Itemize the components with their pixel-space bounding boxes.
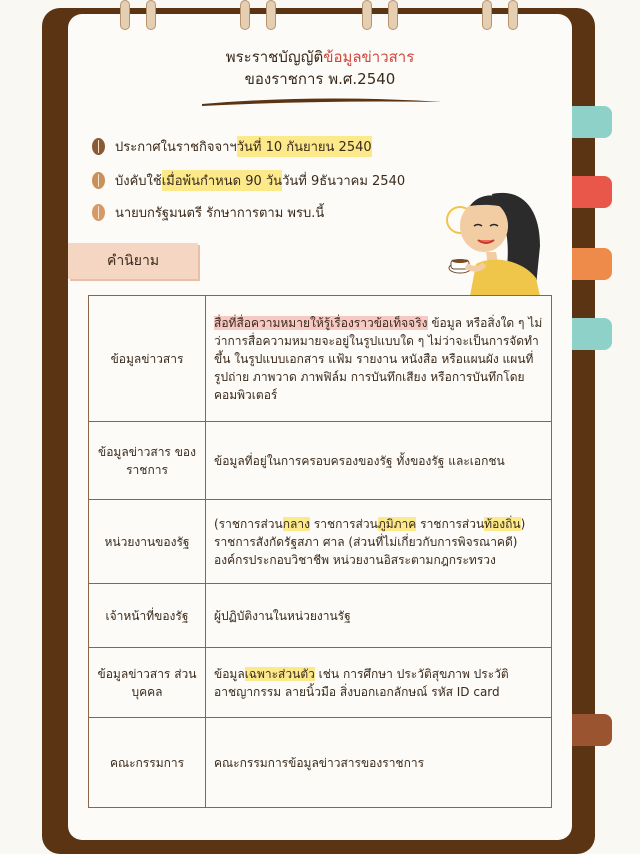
title-highlight: ข้อมูลข่าวสาร (323, 48, 415, 66)
definition-text: เช่น การศึกษา ประวัติสุขภาพ ประวัติอาชญากรรม ลายนิ้วมือ สิ่งบอกเอกลักษณ์ รหัส ID card (214, 666, 509, 699)
binder-ring (482, 0, 492, 30)
definition-text: ราชการส่วน (416, 516, 485, 531)
bullet-highlight: วันที่ 10 กันยายน 2540 (237, 136, 372, 157)
index-tab-teal[interactable] (572, 106, 612, 138)
coffee-bean-icon (92, 172, 105, 189)
table-row (89, 422, 552, 500)
table-row (89, 718, 552, 808)
binder-ring (388, 0, 398, 30)
binder-ring (362, 0, 372, 30)
definition-highlight: ท้องถิ่น (484, 516, 521, 531)
term-cell: ข้อมูลข่าวสาร (89, 296, 206, 422)
title-underline (200, 96, 444, 108)
definitions-table (88, 295, 552, 808)
info-bullet-1 (92, 136, 372, 157)
definition-line: องค์กรประกอบวิชาชีพ หน่วยงานอิสระตามกฎกระทรวง (214, 552, 496, 567)
bullet-highlight: เมื่อพ้นกำหนด 90 วัน (162, 170, 282, 191)
definition-cell: คณะกรรมการข้อมูลข่าวสารของราชการ (206, 718, 552, 808)
definition-cell (206, 648, 552, 718)
table-row (89, 584, 552, 648)
index-tab-orange[interactable] (572, 248, 612, 280)
bullet-text: ประกาศในราชกิจจาฯ (115, 140, 237, 155)
definition-text: ) (520, 516, 526, 531)
index-tab-brown[interactable] (572, 714, 612, 746)
definition-cell: ผู้ปฏิบัติงานในหน่วยงานรัฐ (206, 584, 552, 648)
binder-ring (240, 0, 250, 30)
title-line2: ของราชการ พ.ศ.2540 (244, 70, 396, 88)
info-bullet-2 (92, 170, 405, 191)
definitions-heading: คำนิยาม (68, 243, 198, 279)
term-cell: คณะกรรมการ (89, 718, 206, 808)
table-row (89, 648, 552, 718)
info-bullet-3 (92, 202, 324, 223)
title-prefix: พระราชบัญญัติ (225, 48, 324, 66)
definition-line (214, 515, 543, 533)
definition-cell: ข้อมูลที่อยู่ในการครอบครองของรัฐ ทั้งของรัฐ และเอกชน (206, 422, 552, 500)
term-cell: ข้อมูลข่าวสาร ส่วนบุคคล (89, 648, 206, 718)
definition-text: ราชการส่วน (309, 516, 378, 531)
term-cell: ข้อมูลข่าวสาร ของราชการ (89, 422, 206, 500)
definition-line: ราชการสังกัดรัฐสภา ศาล (ส่วนที่ไม่เกี่ยวกับการพิจรณาคดี) (214, 534, 518, 549)
definition-highlight: สื่อที่สื่อความหมายให้รู้เรื่องราวข้อเท็จจริง (214, 315, 428, 330)
definition-highlight: กลาง (282, 516, 310, 531)
bullet-text: นายบกรัฐมนตรี รักษาการตาม พรบ.นี้ (115, 206, 325, 221)
definition-cell (206, 296, 552, 422)
definition-text: ข้อมูล หรือสิ่งใด ๆ ไม่ว่าการสื่อความหมายจะอยู่ในรูปแบบใด ๆ ไม่ว่าจะเป็นการจัดทำขึ้น ในรูปแบบเอกสาร แฟ้ม รายงาน หนังสือ หรือแผนผัง แผนที่ รูปถ่าย ภาพวาด ภาพฟิล์ม การบันทึกเสียง หรือการบันทึกโดยคอมพิวเตอร์ (214, 315, 543, 402)
bullet-text: บังคับใช้ (115, 174, 162, 189)
coffee-bean-icon (92, 204, 105, 221)
woman-drinking-coffee-illustration (440, 186, 550, 296)
table-row (89, 500, 552, 584)
bullet-suffix: วันที่ 9ธันวาคม 2540 (282, 174, 406, 189)
binder-ring (146, 0, 156, 30)
term-cell: เจ้าหน้าที่ของรัฐ (89, 584, 206, 648)
definition-highlight: เฉพาะส่วนตัว (244, 666, 315, 681)
index-tab-red[interactable] (572, 176, 612, 208)
index-tab-teal-2[interactable] (572, 318, 612, 350)
definition-highlight: ภูมิภาค (377, 516, 417, 531)
page-title (0, 46, 640, 90)
term-cell: หน่วยงานของรัฐ (89, 500, 206, 584)
definition-text: (ราชการส่วน (214, 516, 283, 531)
coffee-bean-icon (92, 138, 105, 155)
binder-ring (508, 0, 518, 30)
definition-text: ข้อมูล (214, 666, 245, 681)
definition-cell (206, 500, 552, 584)
binder-ring (266, 0, 276, 30)
table-row (89, 296, 552, 422)
binder-ring (120, 0, 130, 30)
